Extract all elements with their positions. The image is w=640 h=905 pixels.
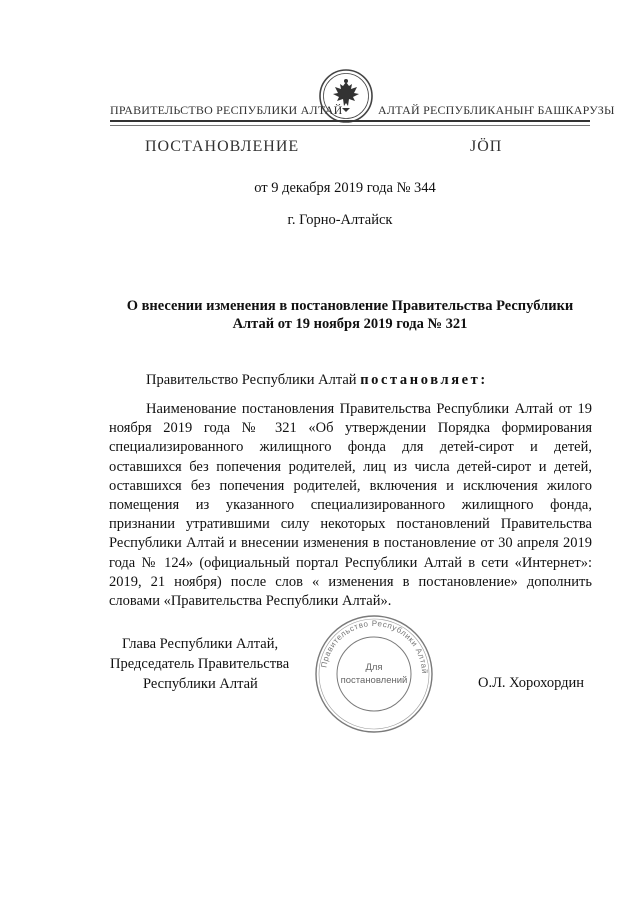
signatory-title-line1: Глава Республики Алтай, [122,636,279,652]
decree-intro: Правительство Республики Алтай [146,372,357,388]
header-right-title: АЛТАЙ РЕСПУБЛИКАНЫҤ БАШКАРУЗЫ [378,103,615,117]
body-paragraph: Наименование постановления Правительства Республики Алтай от 19 ноября 2019 года № 321 «Об утверждении Порядка формирования специализированного жилищного фонда для детей-сирот и детей, оставшихся без попечения родителей, лиц из числа детей-сирот и детей, оставшихся без попечения родителей, включения и исключения жилого помещения из указанного специализированного жилищного фонда, признании утратившими силу некоторых постановлений Правительства Республики Алтай и внесении изменения в постановление от 30 апреля 2019 года № 124» (официальный портал Республики Алтай в сети «Интернет»: 2019, 21 ноября) после слов « изменения в постановление» дополнить словами «Правительства Республики Алтай». [109,401,592,610]
signatory-title-block [110,634,289,694]
signatory-title-line3: Республики Алтай [143,676,258,692]
document-date: от 9 декабря 2019 года № 344 [254,180,436,196]
signatory-title-line2: Председатель Правительства [110,656,290,672]
signatory-name: О.Л. Хорохордин [478,675,585,691]
seal-ring-text: Правительство Республики Алтай [319,618,430,675]
doc-type-altai: JÖП [470,138,503,155]
document-heading: О внесении изменения в постановление Правительства Республики Алтай от 19 ноября 2019 года № 321 [126,298,574,332]
decree-line [146,372,488,389]
header-left-title: ПРАВИТЕЛЬСТВО РЕСПУБЛИКИ АЛТАЙ [110,103,343,117]
decree-verb: постановляет: [360,372,488,388]
document-city: г. Горно-Алтайск [287,212,393,228]
document-body [109,400,592,611]
seal-inner-line1: Для [365,662,383,673]
doc-type-russian: ПОСТАНОВЛЕНИЕ [145,138,300,155]
header-rule-thick [110,120,590,122]
header-rule-thin [110,125,590,126]
seal-inner-line2: постановлений [340,675,408,686]
official-seal-stamp [312,612,436,736]
